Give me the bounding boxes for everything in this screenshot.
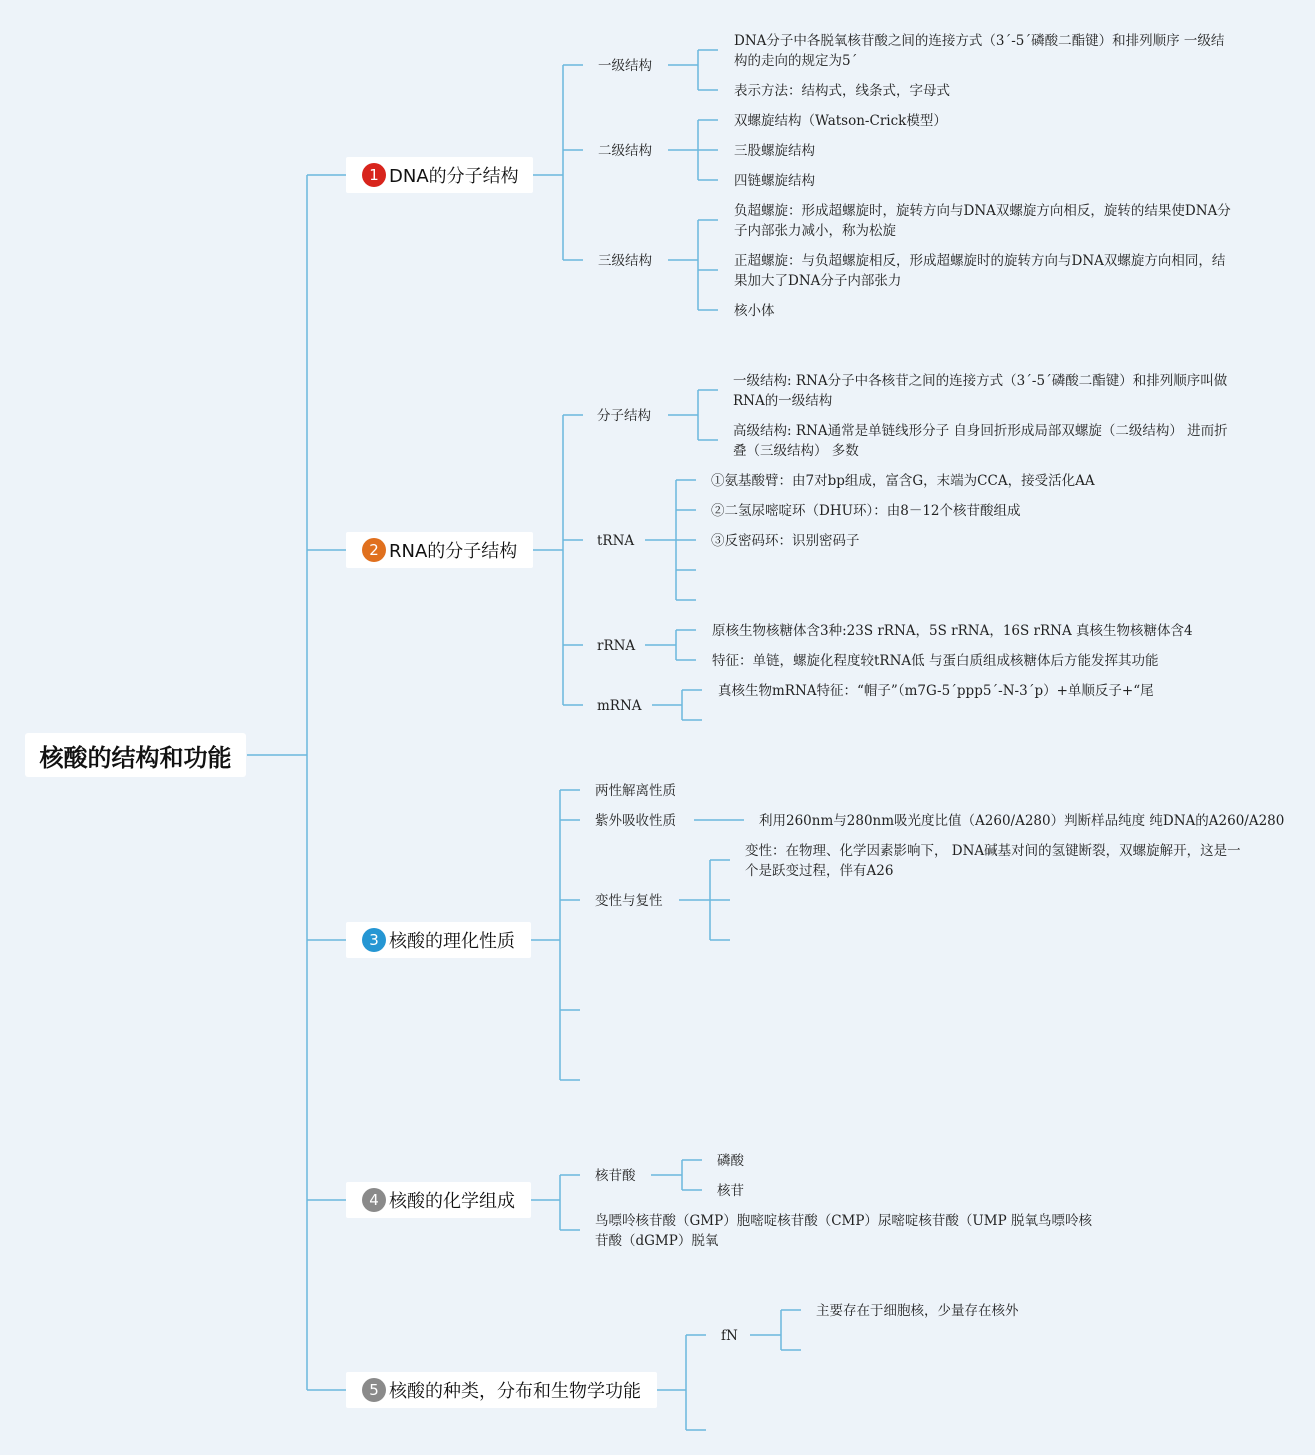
leaf-trna-anticodon-loop[interactable]: ③反密码环：识别密码子 bbox=[711, 533, 860, 549]
leaf-rrna-types[interactable]: 原核生物核糖体含3种:23S rRNA，5S rRNA，16S rRNA 真核生物核糖体含4 bbox=[712, 623, 1193, 639]
leaf-fn-location[interactable]: 主要存在于细胞核，少量存在核外 bbox=[816, 1303, 1019, 1319]
node-dna-primary[interactable]: 一级结构 bbox=[598, 58, 652, 74]
leaf-positive-supercoil[interactable]: 正超螺旋：与负超螺旋相反，形成超螺旋时的旋转方向与DNA双螺旋方向相同，结果加大了DNA分子内部张力 bbox=[734, 253, 1226, 289]
leaf-rrna-features[interactable]: 特征：单链，螺旋化程度较tRNA低 与蛋白质组成核糖体后方能发挥其功能 bbox=[712, 653, 1159, 669]
leaf-nucleoside[interactable]: 核苷 bbox=[717, 1183, 744, 1199]
leaf-mrna-features[interactable]: 真核生物mRNA特征：“帽子”（m7G-5´ppp5´-N-3´p）+单顺反子+“尾 bbox=[718, 683, 1154, 699]
branch-label: RNA的分子结构 bbox=[389, 541, 518, 562]
number-badge-4: 4 bbox=[362, 1188, 386, 1212]
branch-label: 核酸的化学组成 bbox=[389, 1191, 515, 1212]
number-badge-3: 3 bbox=[362, 928, 386, 952]
branch-label: DNA的分子结构 bbox=[389, 166, 519, 187]
node-mrna[interactable]: mRNA bbox=[597, 698, 642, 714]
branch-rna-structure[interactable] bbox=[346, 532, 533, 568]
node-dna-secondary[interactable]: 二级结构 bbox=[598, 143, 652, 159]
node-uv-absorption[interactable]: 紫外吸收性质 bbox=[595, 813, 676, 829]
leaf-denaturation[interactable]: 变性：在物理、化学因素影响下， DNA碱基对间的氢键断裂，双螺旋解开，这是一个是跃变过程，伴有A26 bbox=[745, 843, 1241, 879]
branch-physchem-properties[interactable] bbox=[346, 922, 531, 958]
leaf-quadruplex[interactable]: 四链螺旋结构 bbox=[734, 173, 815, 189]
branch-dna-structure[interactable] bbox=[346, 157, 533, 193]
node-rrna[interactable]: rRNA bbox=[597, 638, 636, 654]
leaf-nucleosome[interactable]: 核小体 bbox=[734, 303, 775, 319]
node-fn[interactable]: fN bbox=[721, 1328, 738, 1344]
leaf-dna-primary-definition[interactable]: DNA分子中各脱氧核苷酸之间的连接方式（3´-5´磷酸二酯键）和排列顺序 一级结构的走向的规定为5´ bbox=[734, 33, 1225, 69]
number-badge-1: 1 bbox=[362, 163, 386, 187]
root-node[interactable]: 核酸的结构和功能 bbox=[25, 733, 246, 777]
branch-kinds-distribution-function[interactable] bbox=[346, 1372, 657, 1408]
branch-label: 核酸的种类，分布和生物学功能 bbox=[389, 1381, 641, 1402]
leaf-rna-primary[interactable]: 一级结构: RNA分子中各核苷之间的连接方式（3´-5´磷酸二酯键）和排列顺序叫做RNA的一级结构 bbox=[733, 373, 1228, 409]
leaf-rna-higher[interactable]: 高级结构: RNA通常是单链线形分子 自身回折形成局部双螺旋（二级结构） 进而折叠（三级结构） 多数 bbox=[733, 423, 1228, 459]
node-amphoteric[interactable]: 两性解离性质 bbox=[595, 783, 676, 799]
leaf-uv-ratio[interactable]: 利用260nm与280nm吸光度比值（A260/A280）判断样品纯度 纯DNA的A260/A280 bbox=[759, 813, 1285, 829]
leaf-triple-helix[interactable]: 三股螺旋结构 bbox=[734, 143, 815, 159]
node-dna-tertiary[interactable]: 三级结构 bbox=[598, 253, 652, 269]
leaf-double-helix[interactable]: 双螺旋结构（Watson-Crick模型） bbox=[734, 113, 947, 129]
leaf-dna-primary-notation[interactable]: 表示方法：结构式，线条式，字母式 bbox=[734, 83, 950, 99]
node-nucleotide[interactable]: 核苷酸 bbox=[595, 1168, 636, 1184]
node-rna-molecular[interactable]: 分子结构 bbox=[597, 408, 651, 424]
number-badge-5: 5 bbox=[362, 1378, 386, 1402]
branch-chemical-composition[interactable] bbox=[346, 1182, 531, 1218]
leaf-phosphate[interactable]: 磷酸 bbox=[717, 1153, 744, 1169]
node-trna[interactable]: tRNA bbox=[597, 533, 635, 549]
leaf-trna-dhu-loop[interactable]: ②二氢尿嘧啶环（DHU环）：由8－12个核苷酸组成 bbox=[711, 503, 1021, 519]
node-denature-renature[interactable]: 变性与复性 bbox=[595, 893, 663, 909]
node-nucleotide-names[interactable]: 鸟嘌呤核苷酸（GMP）胞嘧啶核苷酸（CMP）尿嘧啶核苷酸（UMP 脱氧鸟嘌呤核苷酸（dGMP）脱氧 bbox=[595, 1213, 1093, 1249]
leaf-trna-acceptor-arm[interactable]: ①氨基酸臂：由7对bp组成，富含G，末端为CCA，接受活化AA bbox=[711, 473, 1095, 489]
leaf-negative-supercoil[interactable]: 负超螺旋：形成超螺旋时，旋转方向与DNA双螺旋方向相反，旋转的结果使DNA分子内部张力减小，称为松旋 bbox=[734, 203, 1231, 239]
branch-label: 核酸的理化性质 bbox=[389, 931, 515, 952]
number-badge-2: 2 bbox=[362, 538, 386, 562]
